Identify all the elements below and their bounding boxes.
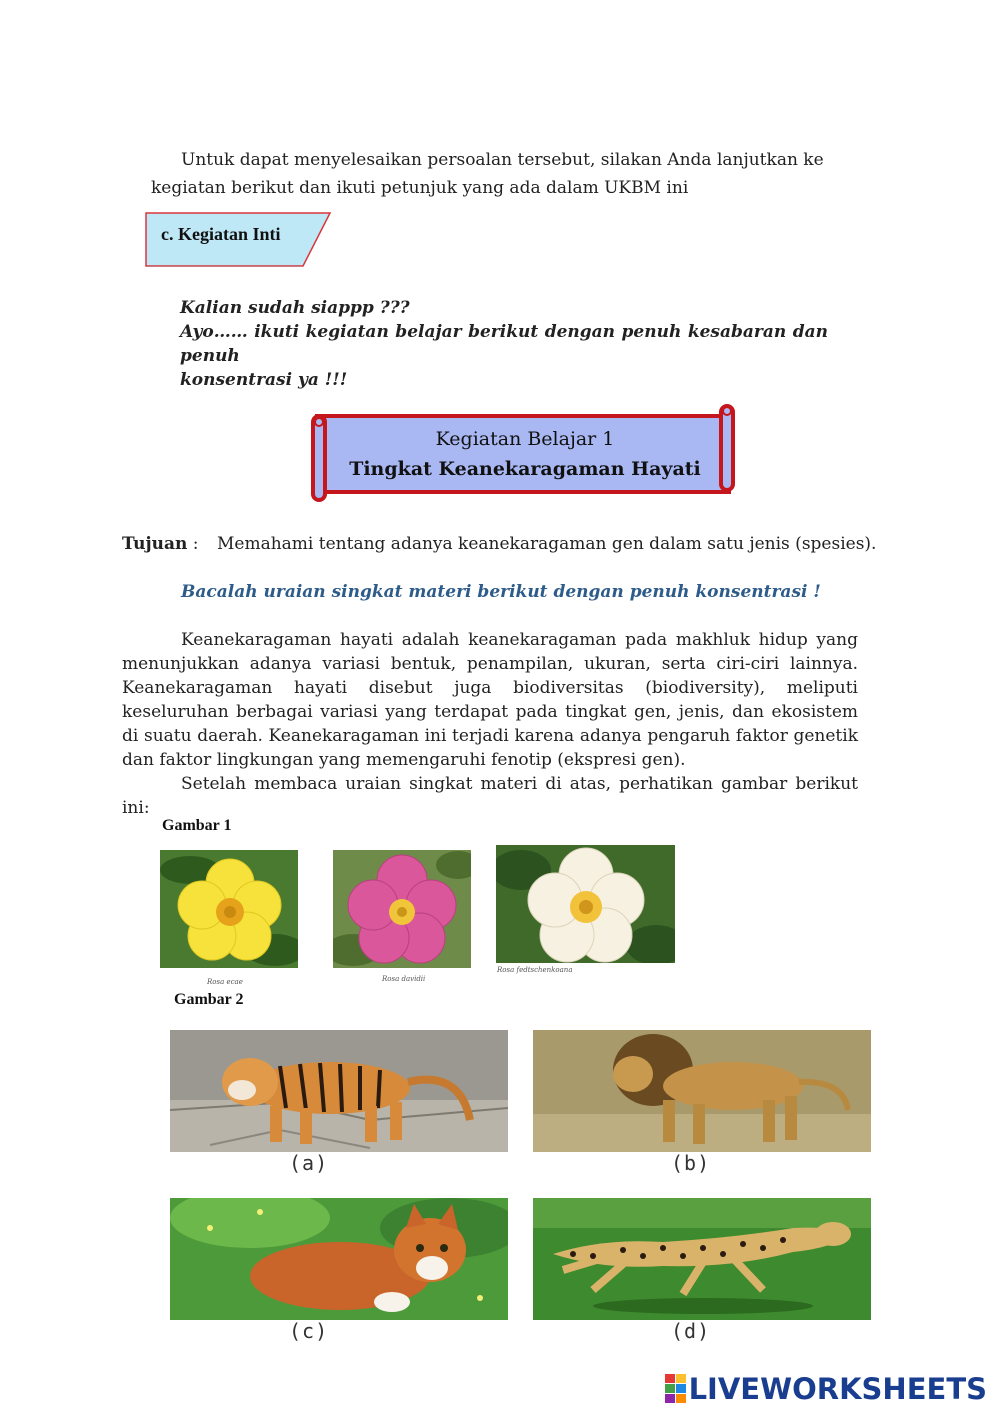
section-tag bbox=[145, 212, 331, 267]
tiger-image bbox=[170, 1030, 508, 1152]
figure-1-caption-3: Rosa fedtschenkoana bbox=[497, 966, 573, 974]
body-text bbox=[122, 628, 858, 820]
motivation-line-1: Kalian sudah siappp ??? bbox=[180, 298, 410, 318]
figure-2-sublabel-b: (b) bbox=[671, 1151, 711, 1175]
banner-subtitle: Tingkat Keanekaragaman Hayati bbox=[349, 458, 701, 480]
goal-line bbox=[122, 532, 882, 556]
yellow-rose-image bbox=[160, 850, 298, 968]
liveworksheets-logo-text: LIVEWORKSHEETS bbox=[688, 1372, 987, 1406]
body-paragraph-2: Setelah membaca uraian singkat materi di atas, perhatikan gambar berikut ini: bbox=[122, 774, 858, 818]
goal-text: Memahami tentang adanya keanekaragaman gen dalam satu jenis (spesies). bbox=[217, 534, 877, 554]
white-rose-image bbox=[496, 845, 675, 963]
reading-instruction: Bacalah uraian singkat materi berikut dengan penuh konsentrasi ! bbox=[181, 582, 821, 602]
section-tag-label: c. Kegiatan Inti bbox=[161, 224, 281, 244]
goal-separator: : bbox=[192, 534, 199, 554]
figure-2-sublabel-d: (d) bbox=[671, 1319, 711, 1343]
goal-label: Tujuan bbox=[122, 534, 188, 554]
liveworksheets-logo bbox=[665, 1372, 987, 1406]
figure-2-label: Gambar 2 bbox=[174, 991, 244, 1008]
intro-line-2: kegiatan berikut dan ikuti petunjuk yang ada dalam UKBM ini bbox=[151, 178, 689, 198]
motivation-line-2: Ayo…… ikuti kegiatan belajar berikut dengan penuh kesabaran dan bbox=[180, 322, 828, 342]
cat-image bbox=[170, 1198, 508, 1320]
liveworksheets-logo-icon bbox=[665, 1374, 687, 1404]
figure-2-sublabel-c: (c) bbox=[289, 1319, 329, 1343]
figure-1-caption-2: Rosa davidii bbox=[382, 975, 426, 983]
figure-1-label: Gambar 1 bbox=[162, 817, 232, 834]
intro-line-1: Untuk dapat menyelesaikan persoalan tersebut, silakan Anda lanjutkan ke bbox=[181, 150, 824, 170]
scroll-banner-shape bbox=[305, 402, 741, 502]
lesson-banner bbox=[305, 402, 741, 502]
motivation-block bbox=[180, 296, 828, 392]
banner-title: Kegiatan Belajar 1 bbox=[435, 428, 615, 450]
motivation-line-3: penuh bbox=[180, 346, 240, 366]
pink-rose-image bbox=[333, 850, 471, 968]
motivation-line-4: konsentrasi ya !!! bbox=[180, 370, 348, 390]
body-paragraph-1: Keanekaragaman hayati adalah keanekaragaman pada makhluk hidup yang menunjukkan adanya variasi bentuk, penampilan, ukuran, serta ciri-ciri lainnya. Keanekaragaman hayati disebut juga biodiversitas (biodiversity), meliputi keseluruhan berbagai variasi yang terdapat pada tingkat gen, jenis, dan ekosistem di suatu daerah. Keanekaragaman ini terjadi karena adanya pengaruh faktor genetik dan faktor lingkungan yang memengaruhi fenotip (ekspresi gen). bbox=[122, 630, 858, 770]
figure-2-sublabel-a: (a) bbox=[289, 1151, 329, 1175]
lion-image bbox=[533, 1030, 871, 1152]
figure-1-caption-1: Rosa ecae bbox=[207, 978, 243, 986]
cheetah-image bbox=[533, 1198, 871, 1320]
